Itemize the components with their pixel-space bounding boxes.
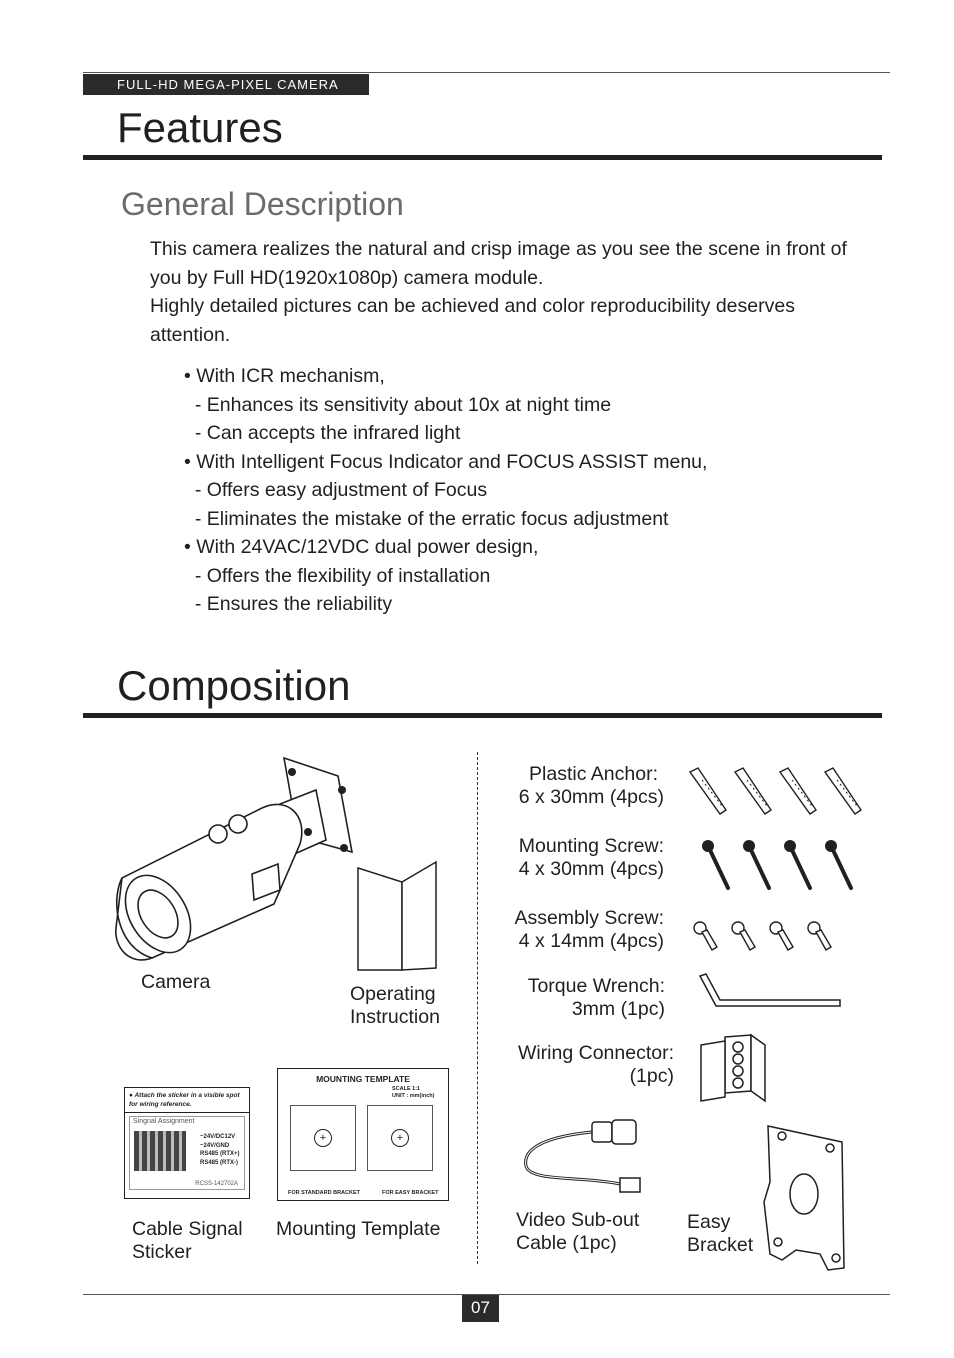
label-line: 6 x 30mm (4pcs) <box>518 786 664 808</box>
video-cable-label <box>516 1209 639 1255</box>
label-line: Cable Signal <box>132 1218 243 1240</box>
crosshair-icon: + <box>314 1129 332 1147</box>
torque-wrench-illustration <box>696 972 844 1012</box>
label-line: Torque Wrench: <box>527 975 665 997</box>
composition-title: Composition <box>117 662 351 709</box>
feature-bullet: - Enhances its sensitivity about 10x at night time <box>184 393 612 416</box>
features-title: Features <box>117 104 283 151</box>
mounting-screw-label <box>490 835 664 881</box>
label-line: Instruction <box>350 1006 440 1028</box>
label-line: Sticker <box>132 1241 192 1263</box>
template-left-caption: FOR STANDARD BRACKET <box>288 1190 361 1196</box>
plastic-anchor-label <box>490 763 664 809</box>
sticker-line: RS485 (RTX+) <box>200 1151 240 1157</box>
template-title: MOUNTING TEMPLATE <box>316 1074 410 1084</box>
easy-bracket-outline <box>367 1105 433 1171</box>
assembly-screw-label <box>490 907 664 953</box>
label-line: 3mm (1pc) <box>571 998 665 1020</box>
plastic-anchor-illustration <box>688 766 864 818</box>
label-line: Operating <box>350 983 436 1005</box>
camera-illustration <box>112 752 357 967</box>
feature-bullet: - Ensures the reliability <box>184 593 393 615</box>
sticker-heading: Singnal Assignment <box>133 1118 195 1125</box>
cable-signal-sticker-label <box>132 1218 243 1264</box>
label-line: (1pc) <box>629 1065 674 1087</box>
feature-bullets <box>184 362 707 619</box>
template-illustration <box>277 1068 449 1201</box>
feature-bullet: - Eliminates the mistake of the erratic focus adjustment <box>184 507 669 530</box>
torque-wrench-label <box>490 975 665 1021</box>
sticker-lines <box>200 1133 240 1167</box>
video-cable-illustration <box>522 1116 648 1198</box>
mounting-template-label: Mounting Template <box>276 1218 441 1240</box>
sticker-line: ~24V/DC12V <box>200 1134 236 1140</box>
label-line: Bracket <box>687 1234 754 1256</box>
description-paragraph-2: Highly detailed pictures can be achieved and color reproducibility deserves attention. <box>150 295 795 346</box>
crosshair-icon: + <box>391 1129 409 1147</box>
label-line: Cable (1pc) <box>516 1232 617 1254</box>
terminal-block-icon <box>134 1131 186 1171</box>
description-paragraph-1: This camera realizes the natural and crisp image as you see the scene in front of you by Full HD(1920x1080p) camera module. <box>150 238 847 289</box>
header-tab: FULL-HD MEGA-PIXEL CAMERA <box>83 74 369 95</box>
feature-bullet: - Can accepts the infrared light <box>184 422 461 444</box>
label-line: Assembly Screw: <box>514 907 664 929</box>
operating-instruction-label <box>350 983 440 1029</box>
dashed-divider <box>477 752 478 1264</box>
sticker-illustration <box>124 1087 250 1199</box>
template-scale <box>392 1086 434 1100</box>
label-line: Mounting Screw: <box>518 835 664 857</box>
composition-rule <box>83 713 882 718</box>
features-rule <box>83 155 882 160</box>
label-line: Easy <box>687 1211 731 1233</box>
sticker-note: ● Attach the sticker in a visible spot for wiring reference. <box>125 1088 249 1113</box>
feature-bullet: - Offers the flexibility of installation <box>184 564 491 587</box>
label-line: 4 x 30mm (4pcs) <box>518 858 664 880</box>
feature-bullet: • With ICR mechanism, <box>184 365 385 387</box>
wiring-connector-illustration <box>697 1035 769 1109</box>
wiring-connector-label <box>490 1042 674 1088</box>
template-unit-line: UNIT : mm(inch) <box>392 1093 435 1099</box>
description-text <box>150 235 870 349</box>
sticker-code: RCSS-142702A <box>195 1181 238 1187</box>
top-rule <box>83 72 890 73</box>
label-line: Plastic Anchor: <box>529 763 658 785</box>
sticker-body <box>129 1116 245 1190</box>
sticker-line: ~24V/GND <box>200 1142 230 1149</box>
label-line: 4 x 14mm (4pcs) <box>518 930 664 952</box>
page-number: 07 <box>462 1295 499 1322</box>
sticker-line: RS485 (RTX-) <box>200 1159 239 1166</box>
assembly-screw-illustration <box>690 920 840 952</box>
general-description-title: General Description <box>121 186 404 222</box>
booklet-illustration <box>356 860 441 975</box>
label-line: Video Sub-out <box>516 1209 640 1231</box>
feature-bullet: • With 24VAC/12VDC dual power design, <box>184 536 539 558</box>
template-scale-line: SCALE 1:1 <box>392 1086 421 1092</box>
feature-bullet: - Offers easy adjustment of Focus <box>184 479 488 501</box>
easy-bracket-illustration <box>758 1122 850 1274</box>
camera-label: Camera <box>141 971 211 993</box>
template-right-caption: FOR EASY BRACKET <box>382 1190 439 1196</box>
standard-bracket-outline <box>290 1105 356 1171</box>
easy-bracket-label <box>687 1211 753 1257</box>
feature-bullet: • With Intelligent Focus Indicator and FOCUS ASSIST menu, <box>184 450 708 473</box>
label-line: Wiring Connector: <box>517 1042 674 1064</box>
mounting-screw-illustration <box>700 838 866 892</box>
